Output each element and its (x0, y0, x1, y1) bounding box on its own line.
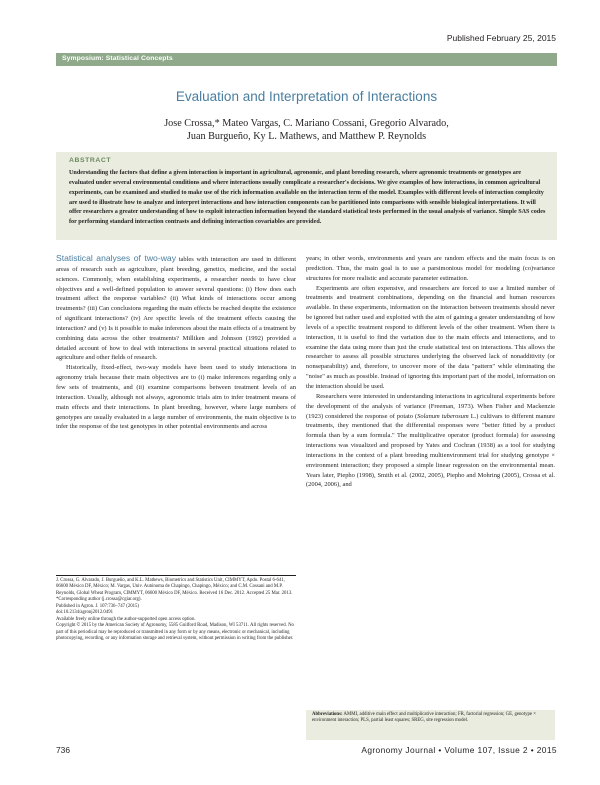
open-access-note: Available freely online through the author-supported open access option. (56, 616, 196, 622)
history-text-a: Researchers were interested in understanding interactions in agricultural experiments before the development of the analysis of variance (Freeman, 1973). When Fisher and Mackenzie (1923) considered the response of potato ( (306, 392, 555, 420)
paragraph-experiments: Experiments are often expensive, and researchers are forced to use a limited number of treatments and treatment combinations, depending on the financial and human resources available. In these experiments, information on the interaction between treatments should never be ignored but rather used and exploited with the aim of gaining a greater understanding of how levels of a specific treatment respond to different levels of the other treatment. When there is interaction, it is useful to find the variation due to the main effects and interactions, and to examine the data using more than just the crude statistical test on interactions. This allows the researcher to assess all possible structures underlying the observed lack of nonadditivity (or nonseparability) and, therefore, to uncover more of the data "pattern" while eliminating the "noise" as much as possible. Instead of ignoring this important part of the model, information on the interaction should be used. (306, 284, 555, 390)
symposium-label: Symposium: Statistical Concepts (62, 54, 173, 62)
paragraph-years: years; in other words, environments and years are random effects and the main focus is on prediction. Thus, the main goal is to use a parsimonious model for modeling (co)variance structures for more realistic and accurate parameter estimation. (306, 255, 555, 282)
abbreviations (312, 712, 550, 725)
body-column-right (306, 254, 555, 490)
footnotes (56, 578, 296, 643)
article-title: Evaluation and Interpretation of Interactions (175, 89, 438, 104)
page-number: 736 (56, 745, 70, 755)
intro-text: tables with interaction are used in different areas of research such as agriculture, plant breeding, genetics, medicine, and the social sciences. Commonly, when establishing experiments, a researcher needs to have clear objectives and a well-defined population to answer several questions: (i) How does each treatment affect the response variables? (ii) What kinds of interactions occur among treatments? (iii) Can conclusions regarding the main effects be reached despite the existence of significant interactions? (iv) Are specific levels of the treatment effects causing the interaction? and (v) Is it possible to make inferences about the main effects of a treatment by combining data across the other treatments? Milliken and Johnson (1992) provided a detailed account of how to deal with interactions in several practical situations related to agriculture and other fields of research. (56, 256, 297, 362)
author-line-2: Juan Burgueño, Ky L. Mathews, and Matthew P. Reynolds (186, 131, 427, 142)
history-text-b: L.) cultivars to different manure treatments, they mentioned that the differential responses were "better fitted by a product formula than by a sum formula." The multiplicative operator (product formula) for assessing interactions was visualized and proposed by Yates and Cochran (1938) as a tool for studying interactions in the context of a plant breeding multienvironment trial for studying genotype × environment interaction; they proposed a simple linear regression on the environmental mean. Years later, Piepho (1998), Smith et al. (2002, 2005), Piepho and Mohring (2005), Crossa et al. (2004, 2006), and (306, 412, 555, 489)
author-line-1: Jose Crossa,* Mateo Vargas, C. Mariano Cossani, Gregorio Alvarado, (164, 118, 449, 129)
doi: doi:10.2134/agronj2012.0491 (56, 610, 114, 616)
lead-in: Statistical analyses of two-way (56, 253, 176, 263)
abstract-heading: ABSTRACT (69, 157, 112, 164)
footnote-rule (56, 575, 296, 576)
journal-footer: Agronomy Journal • Volume 107, Issue 2 • 2015 (361, 745, 557, 755)
species-name: Solanum tuberosum (417, 412, 469, 420)
abbreviations-heading: Abbreviations: (312, 712, 343, 717)
publication-info: Published in Agron. J. 107:736–747 (2015) (56, 603, 140, 609)
published-date: Published February 25, 2015 (446, 33, 556, 43)
body-column-left (56, 254, 296, 432)
intro-paragraph (56, 254, 296, 363)
paragraph-historical: Historically, fixed-effect, two-way models have been used to study interactions in agronomy trials because their main objectives are to (i) make inferences regarding only a few sets of treatments, and (ii) examine comparisons between treatment levels of an interaction. Usually, although not always, agronomic trials aim to infer treatment means of main effects and their interactions. In plant breeding, however, where large numbers of genotypes are usually evaluated in a large number of environments, the main objective is to infer the response of the test genotypes in other potential environments and across (56, 364, 296, 431)
abbreviations-text: AMMI, additive main effect and multiplicative interaction; FR, factorial regression; GE, genotype × environment interaction; PLS, partial least squares; SREG, site regression model. (312, 712, 536, 724)
affiliations: J. Crossa, G. Alvarado, J. Burgueño, and K.L. Mathews, Biometrics and Statistics Unit, CIMMYT, Apdo. Postal 6-641, 06600 México DF, México; M. Vargas, Univ. Autónoma de Chapingo, Chapingo, México; and C.M. Cossani and M.P. Reynolds, Global Wheat Program, CIMMYT, 06600 México DF, México. Received 16 Dec. 2012. Accepted 25 Mar. 2013. *Corresponding author (j.crossa@cgiar.org). (56, 578, 293, 603)
paragraph-history (306, 392, 555, 490)
abstract-text: Understanding the factors that define a given interaction is important in agricultural, agronomic, and plant breeding research, where agronomic treatments or genotypes are evaluated under several environmental conditions and where interactions usually complicate a researcher's decisions. We give examples of how interactions, in common agricultural experiments, can be examined and studied to make use of the rich information available on the interaction term of the model. Examples with different levels of interaction complexity are used to illustrate how to analyze and interpret interactions and how interaction components can be partitioned into comparisons with sensible biological interpretations. It will offer researchers a greater understanding of how to exploit interaction information beyond the standard statistical tests performed in the usual analysis of variance. Simple SAS codes for performing standard interaction contrasts and defining interaction covariables are provided. (69, 170, 546, 226)
copyright-notice: Copyright © 2015 by the American Society of Agronomy, 5585 Guilford Road, Madison, WI 53711. All rights reserved. No part of this periodical may be reproduced or transmitted in any form or by any means, electronic or mechanical, including photocopying, recording, or any information storage and retrieval system, without permission in writing from the publisher. (56, 623, 294, 642)
